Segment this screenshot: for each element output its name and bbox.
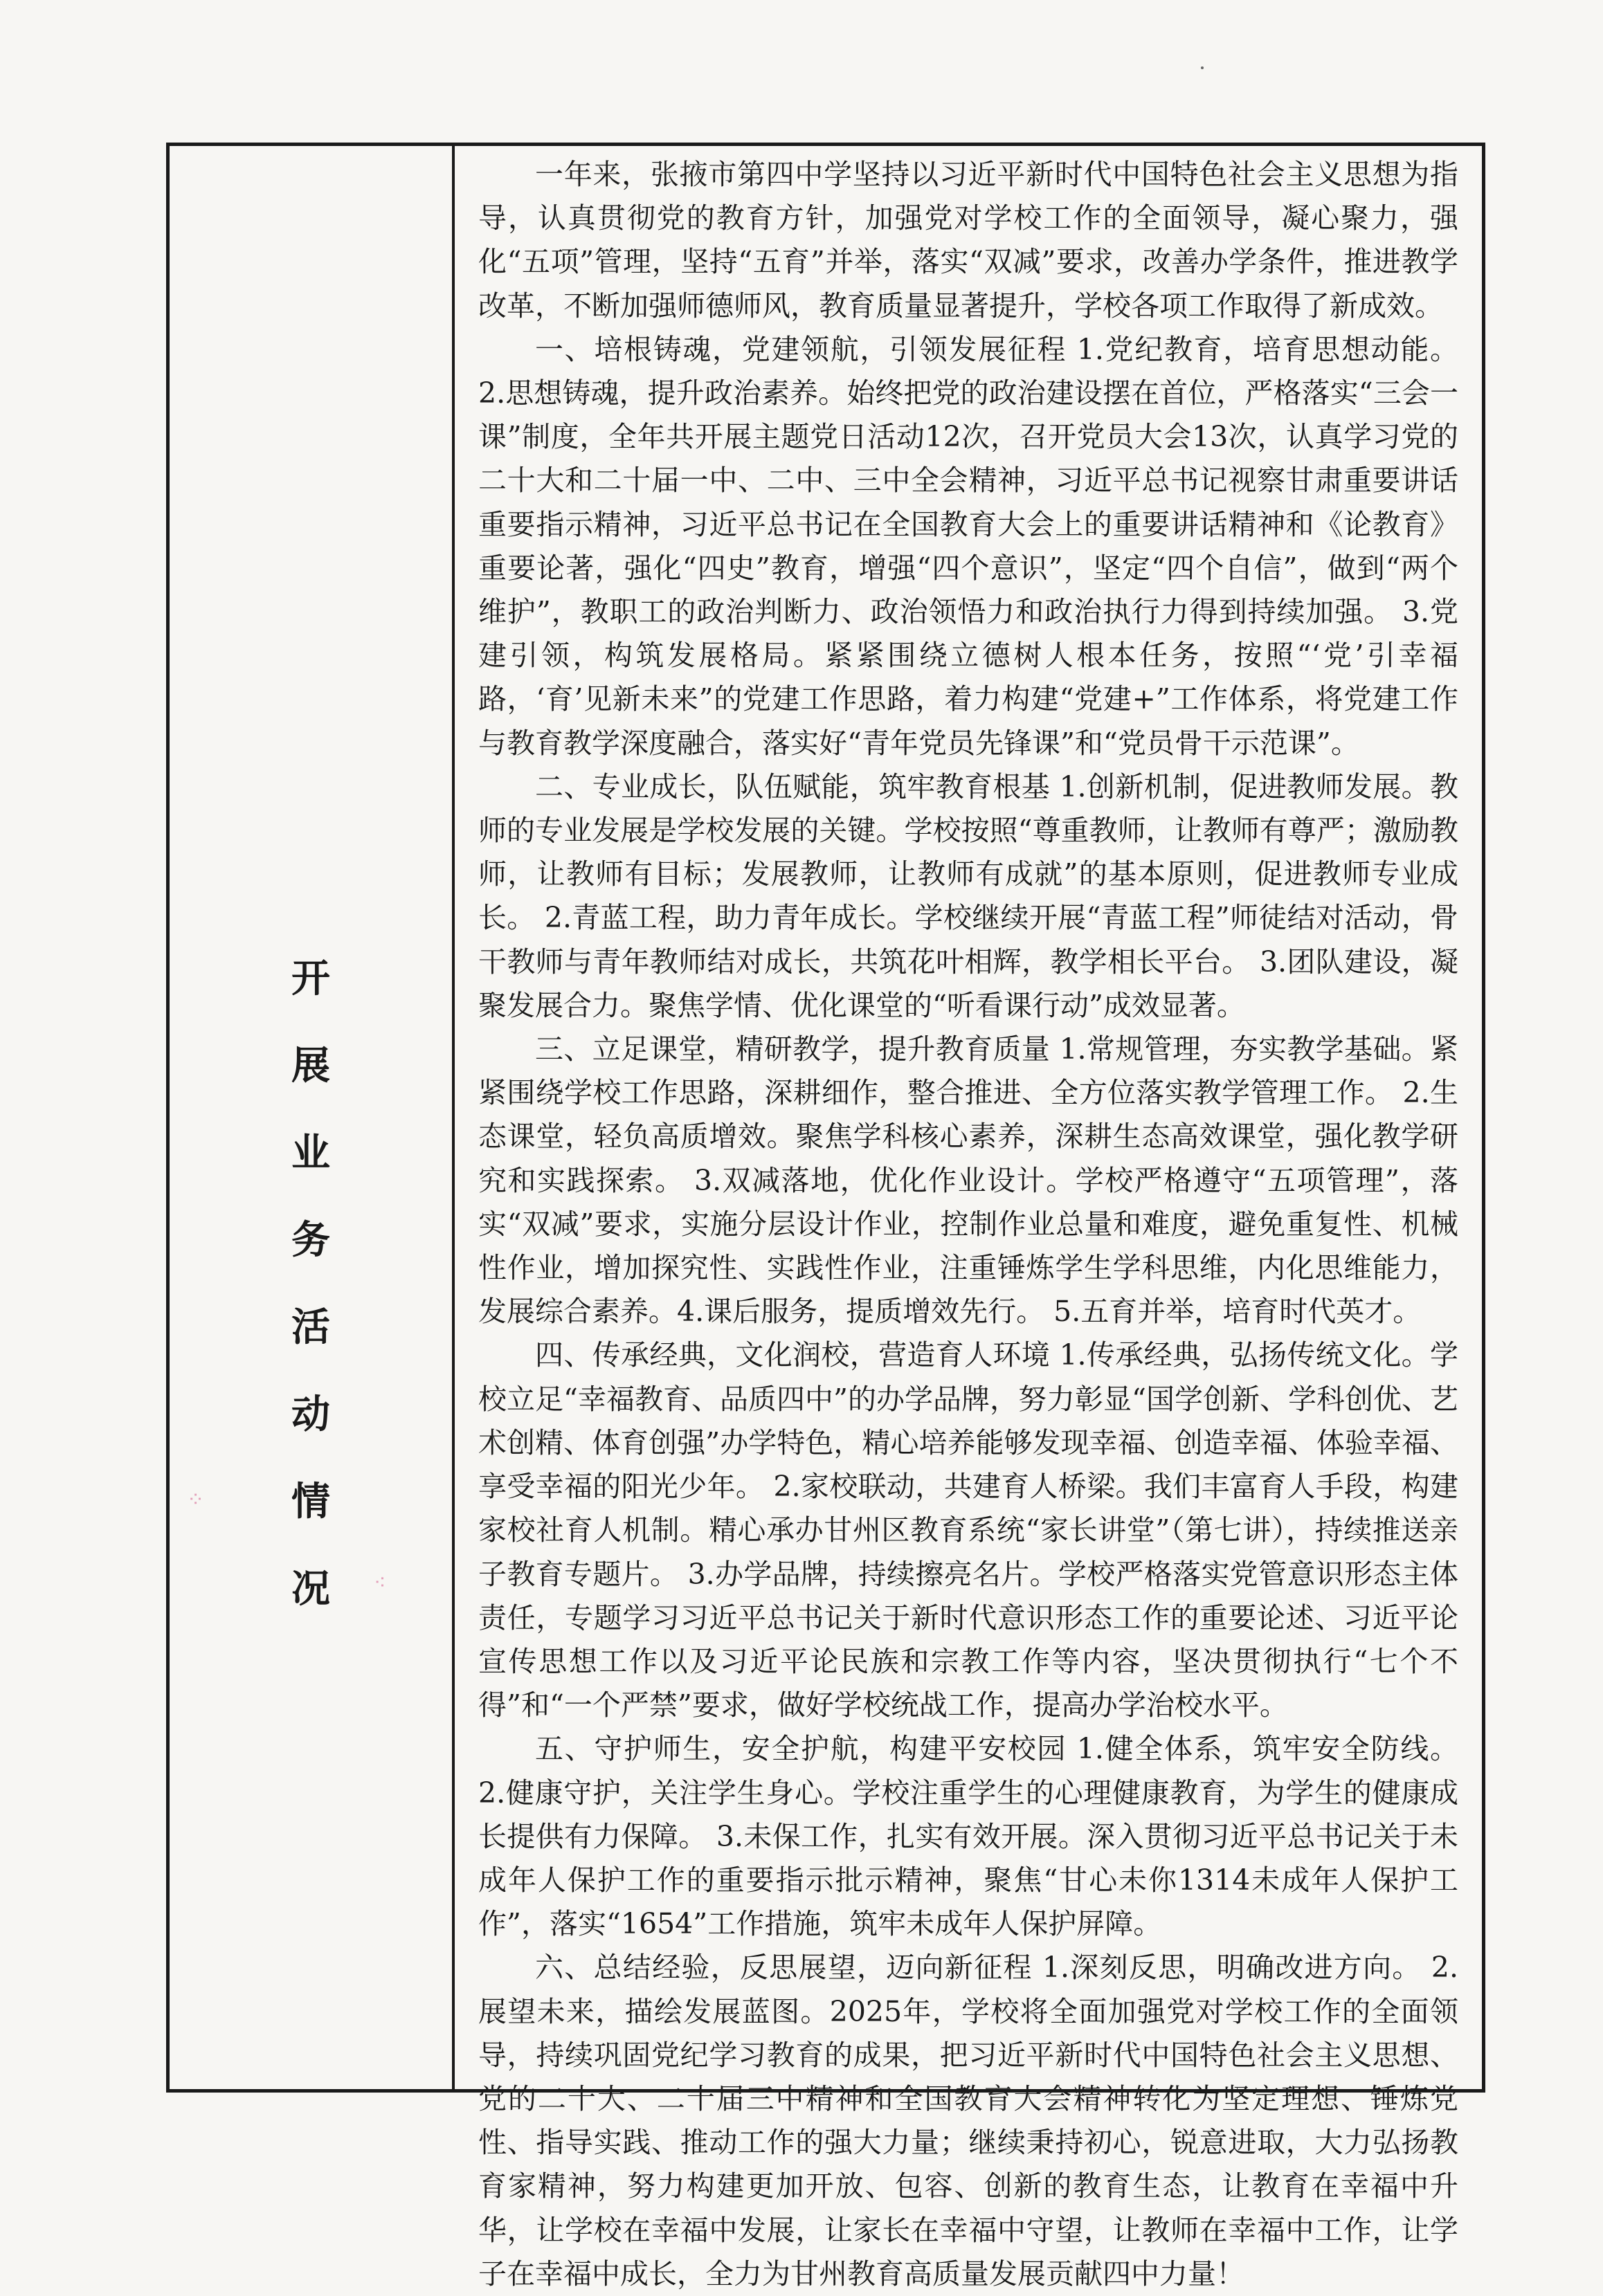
section-paragraph-6: 六、总结经验，反思展望，迈向新征程 1.深刻反思，明确改进方向。 2.展望未来，描绘发展蓝图。2025年，学校将全面加强党对学校工作的全面领导，持续巩固党纪学习教育的成果，把习近平新时代中国特色社会主义思想、党的二十大、二十届三中精神和全国教育大会精神转化为坚定理想、锤炼党性、指导实践、推动工作的强大力量；继续秉持初心，锐意进取，大力弘扬教育家精神，努力构建更加开放、包容、创新的教育生态，让教育在幸福中升华，让学校在幸福中发展，让家长在幸福中守望，让教师在幸福中工作，让学子在幸福中成长，全力为甘州教育高质量发展贡献四中力量！ [478, 1951, 1458, 2290]
intro-paragraph: 一年来，张掖市第四中学坚持以习近平新时代中国特色社会主义思想为指导，认真贯彻党的教育方针，加强党对学校工作的全面领导，凝心聚力，强化“五项”管理，坚持“五育”并举，落实“双减”要求，改善办学条件，推进教学改革，不断加强师德师风，教育质量显著提升，学校各项工作取得了新成效。 [478, 158, 1458, 322]
section-paragraph-3: 三、立足课堂，精研教学，提升教育质量 1.常规管理，夯实教学基础。紧紧围绕学校工作思路，深耕细作，整合推进、全方位落实教学管理工作。 2.生态课堂，轻负高质增效。聚焦学科核心素养，深耕生态高效课堂，强化教学研究和实践探索。 3.双减落地，优化作业设计。学校严格遵守“五项管理”，落实“双减”要求，实施分层设计作业，控制作业总量和难度，避免重复性、机械性作业，增加探究性、实践性作业，注重锤炼学生学科思维，内化思维能力，发展综合素养。4.课后服务，提质增效先行。 5.五育并举，培育时代英才。 [478, 1032, 1458, 1329]
scan-speck [1201, 66, 1204, 69]
ink-stain-mark: ⁖ [374, 1571, 386, 1595]
section-label [170, 935, 452, 1632]
content-cell [455, 146, 1482, 2290]
label-char: 动 [291, 1392, 330, 1437]
section-paragraph-1: 一、培根铸魂，党建领航，引领发展征程 1.党纪教育，培育思想动能。 2.思想铸魂，提升政治素养。始终把党的政治建设摆在首位，严格落实“三会一课”制度，全年共开展主题党日活动12次，召开党员大会13次，认真学习党的二十大和二十届一中、二中、三中全会精神，习近平总书记视察甘肃重要讲话重要指示精神，习近平总书记在全国教育大会上的重要讲话精神和《论教育》重要论著，强化“四史”教育，增强“四个意识”，坚定“四个自信”，做到“两个维护”，教职工的政治判断力、政治领悟力和政治执行力得到持续加强。 3.党建引领，构筑发展格局。紧紧围绕立德树人根本任务，按照“‘党’引幸福路，‘育’见新未来”的党建工作思路，着力构建“党建+”工作体系，将党建工作与教育教学深度融合，落实好“青年党员先锋课”和“党员骨干示范课”。 [478, 332, 1458, 760]
label-char: 情 [291, 1479, 330, 1524]
section-paragraph-5: 五、守护师生，安全护航，构建平安校园 1.健全体系，筑牢安全防线。 2.健康守护，关注学生身心。学校注重学生的心理健康教育，为学生的健康成长提供有力保障。 3.未保工作，扎实有效开展。深入贯彻习近平总书记关于未成年人保护工作的重要指示批示精神，聚焦“甘心未你1314未成年人保护工作”，落实“1654”工作措施，筑牢未成年人保护屏障。 [478, 1732, 1458, 1941]
label-char: 业 [291, 1130, 330, 1176]
form-table [166, 143, 1485, 2290]
section-paragraph-2: 二、专业成长，队伍赋能，筑牢教育根基 1.创新机制，促进教师发展。教师的专业发展是学校发展的关键。学校按照“尊重教师，让教师有尊严；激励教师，让教师有目标；发展教师，让教师有成就”的基本原则，促进教师专业成长。 2.青蓝工程，助力青年成长。学校继续开展“青蓝工程”师徒结对活动，骨干教师与青年教师结对成长，共筑花叶相辉，教学相长平台。 3.团队建设，凝聚发展合力。聚焦学情、优化课堂的“听看课行动”成效显著。 [478, 769, 1458, 1022]
section-paragraph-4: 四、传承经典，文化润校，营造育人环境 1.传承经典，弘扬传统文化。学校立足“幸福教育、品质四中”的办学品牌，努力彰显“国学创新、学科创优、艺术创精、体育创强”办学特色，精心培养能够发现幸福、创造幸福、体验幸福、享受幸福的阳光少年。 2.家校联动，共建育人桥梁。我们丰富育人手段，构建家校社育人机制。精心承办甘州区教育系统“家长讲堂”（第七讲），持续推送亲子教育专题片。 3.办学品牌，持续擦亮名片。学校严格落实党管意识形态主体责任，专题学习习近平总书记关于新时代意识形态工作的重要论述、习近平论宣传思想工作以及习近平论民族和宗教工作等内容，坚决贯彻执行“七个不得”和“一个严禁”要求，做好学校统战工作，提高办学治校水平。 [478, 1338, 1458, 1722]
label-char: 况 [291, 1566, 330, 1612]
label-char: 务 [291, 1217, 330, 1263]
label-char: 开 [291, 956, 330, 1001]
label-cell [170, 146, 455, 2089]
label-char: 活 [291, 1304, 330, 1350]
label-char: 展 [291, 1043, 330, 1088]
ink-stain-mark: ⁘ [187, 1488, 205, 1512]
